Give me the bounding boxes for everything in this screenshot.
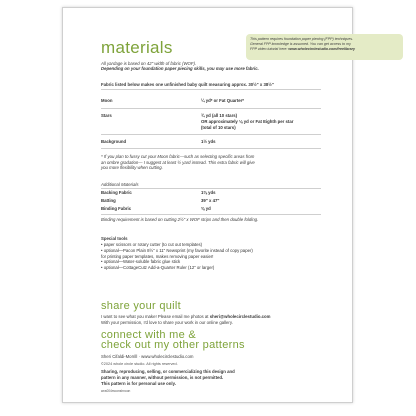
legal-line-3: This pattern is for personal use only. bbox=[101, 381, 176, 386]
share-line-1-prefix: I want to see what you make! Please email me photos at bbox=[101, 314, 210, 319]
divider bbox=[101, 108, 321, 109]
fabric-list-heading: Fabric listed below makes one unfinished baby quilt measuring approx. 30½" x 38½" bbox=[101, 82, 274, 87]
author-name: Sheri Cifaldi-Morrill bbox=[101, 354, 138, 359]
connect-heading-1: connect with me & bbox=[101, 329, 196, 341]
share-line-1 bbox=[101, 314, 270, 320]
legal-line-1: Sharing, reproducing, selling, or commercializing this design and bbox=[101, 369, 235, 374]
footnote-line-3: you more flexibility when cutting. bbox=[101, 165, 163, 170]
divider bbox=[101, 134, 321, 135]
row-label: Binding Fabric bbox=[101, 206, 132, 211]
connect-heading-2: check out my other patterns bbox=[101, 339, 245, 351]
row-value: ⅜ yd bbox=[201, 206, 211, 211]
pattern-page bbox=[62, 7, 353, 403]
author-line: Sheri Cifaldi-Morrill · www.wholecirclestudio.com bbox=[101, 354, 194, 359]
materials-intro-1: All yardage is based on 42" width of fabric (WOF). bbox=[101, 61, 197, 66]
additional-materials-heading: Additional Materials bbox=[101, 182, 139, 187]
share-line-2: With your permission, I'd love to share your work in our online gallery. bbox=[101, 320, 233, 325]
tool-item: • optional—Water-soluble fabric glue stick bbox=[101, 259, 181, 265]
email-link[interactable]: sheri@wholecirclestudio.com bbox=[209, 314, 271, 319]
row-label: Moon bbox=[101, 98, 113, 103]
note-line-3 bbox=[250, 47, 399, 52]
row-label: Batting bbox=[101, 198, 116, 203]
row-value: ¼ yd* or Fat Quarter* bbox=[201, 98, 244, 103]
fpp-note-box bbox=[246, 34, 403, 60]
row-value: (total of 10 stars) bbox=[201, 125, 236, 130]
material-row-moon bbox=[101, 98, 341, 104]
row-value: ¾ yd (all 10 stars) bbox=[201, 113, 238, 118]
tool-item: • optional—Pacon Plain 8½" x 11" Newsprint (my favorite instead of copy paper) bbox=[101, 247, 253, 253]
note-line-2: General FPP knowledge is assumed. You can get access to my bbox=[250, 42, 351, 47]
row-label: Background bbox=[101, 139, 127, 144]
row-label: Stars bbox=[101, 113, 112, 118]
divider bbox=[101, 214, 321, 215]
materials-heading: materials bbox=[101, 38, 173, 57]
legal-line-2: pattern in any manner, without permission, is not permitted. bbox=[101, 375, 224, 380]
additional-row-binding bbox=[101, 206, 341, 212]
pattern-code: wcs004moonshnoon bbox=[101, 389, 131, 393]
note-line-3-prefix: FPP video tutorial here: bbox=[250, 47, 289, 52]
share-heading: share your quilt bbox=[101, 300, 182, 312]
material-row-stars-total bbox=[101, 125, 341, 131]
row-label: Backing Fabric bbox=[101, 190, 132, 195]
tutorial-link[interactable]: www.wholecirclestudio.com/freelibrary bbox=[288, 47, 355, 52]
footnote-line-1: * If you plan to fussy cut your Moon fabric—such as selecting specific areas from bbox=[101, 154, 255, 159]
row-value: 1⅜ yds bbox=[201, 190, 216, 195]
row-value: 1½ yds bbox=[201, 139, 216, 144]
material-row-background bbox=[101, 139, 341, 145]
materials-intro-2: Depending on your foundation paper piecing skills, you may use more fabric. bbox=[101, 66, 259, 71]
divider bbox=[101, 148, 321, 149]
tool-item: • optional—CottageCutz Add-a-Quarter Ruler (12" or larger) bbox=[101, 265, 215, 271]
row-value: OR approximately ⅛ yd or Fat Eighth per star bbox=[201, 119, 294, 124]
site-link[interactable]: www.wholecirclestudio.com bbox=[141, 354, 194, 359]
copyright: ©2024 whole circle studio. All rights reserved. bbox=[101, 362, 178, 366]
note-line-1: This pattern requires foundation paper piecing (FPP) techniques. bbox=[250, 37, 354, 41]
row-value: 39" x 47" bbox=[201, 198, 220, 203]
additional-row-batting bbox=[101, 198, 341, 204]
binding-note: Binding requirement is based on cutting 2½" x WOF strips and then double folding. bbox=[101, 217, 259, 222]
footnote-line-2: an ombre gradation— I suggest at least ½ yard instead. This extra fabric will give bbox=[101, 159, 255, 165]
tool-item: • paper scissors or rotary cutter (to cut out templates) bbox=[101, 242, 203, 247]
divider bbox=[101, 188, 321, 189]
special-tools-list bbox=[101, 242, 253, 271]
special-tools-heading: Special tools bbox=[101, 236, 128, 241]
divider bbox=[101, 89, 321, 90]
tool-item: for printing paper templates, makes removing paper easier! bbox=[101, 253, 214, 259]
additional-row-backing bbox=[101, 190, 341, 196]
